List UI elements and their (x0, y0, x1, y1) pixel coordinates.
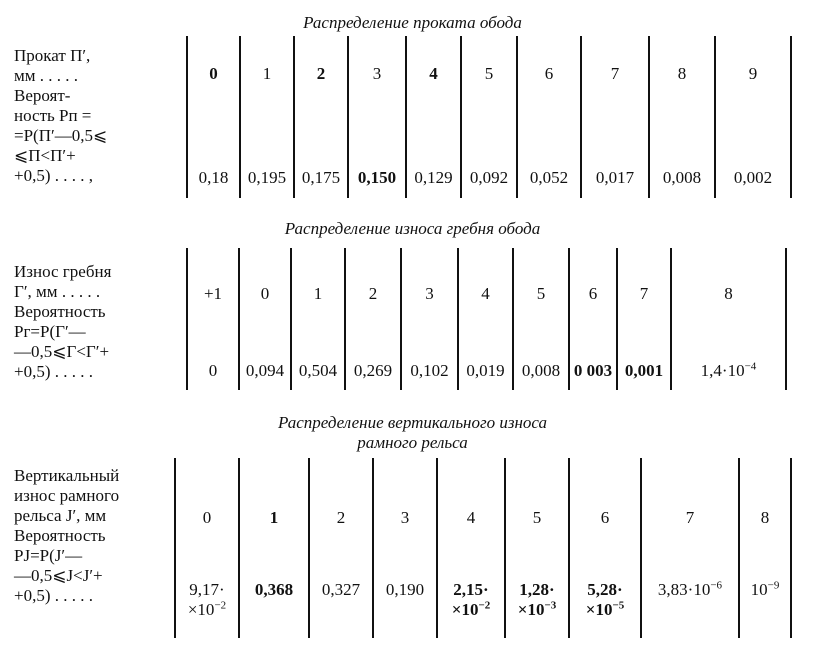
value-cell: 0 (209, 64, 218, 83)
desc-line: +0,5) . . . . . (14, 586, 93, 605)
power-of-ten: $\times 10^{-5}$ (585, 599, 625, 619)
exponent: −4 (744, 360, 757, 373)
probability-cell (438, 580, 504, 620)
value-cell: 4 (481, 284, 490, 303)
desc-line: ность Pп = (14, 106, 92, 125)
desc-line: +0,5) . . . . , (14, 166, 93, 185)
value-cell: 8 (724, 284, 733, 303)
mantissa: $3,83\cdot 10^{-6}$ (657, 579, 723, 599)
value-cell: 3 (400, 508, 410, 527)
probability-cell: 0 003 (573, 361, 613, 380)
mantissa: $10^{-9}$ (750, 579, 780, 599)
desc-line: PJ=P(J′— (14, 546, 83, 565)
mantissa: 5,28· (587, 580, 623, 599)
desc-line: Вертикальный (14, 466, 120, 485)
value-cell: 7 (610, 64, 620, 83)
table3-description (14, 466, 182, 606)
probability-cell: 0,504 (298, 361, 338, 380)
exponent: −6 (710, 579, 723, 592)
probability-cell (374, 580, 436, 600)
desc-line: —0,5⩽Г<Г′+ (14, 342, 110, 361)
probability-cell: $1,4\cdot 10^{-4}$ (700, 360, 757, 380)
value-cell: 0 (260, 284, 270, 303)
probability-cell (642, 580, 738, 600)
desc-line: Износ гребня (14, 262, 112, 281)
column-divider (785, 248, 787, 390)
mantissa: 0,368 (254, 580, 294, 599)
value-cell: 4 (429, 64, 438, 83)
desc-line: ⩽П<П′+ (14, 146, 76, 165)
probability-cell: 0,175 (301, 168, 341, 187)
mantissa: 0,190 (385, 580, 425, 599)
probability-cell: 0,094 (245, 361, 285, 380)
probability-cell: 0,150 (357, 168, 397, 187)
value-cell: 4 (466, 508, 476, 527)
probability-cell: 0,001 (624, 361, 664, 380)
desc-line: мм . . . . . (14, 66, 79, 85)
desc-line: Pг=P(Г′— (14, 322, 86, 341)
desc-line: износ рамного (14, 486, 120, 505)
mantissa: 9,17· (189, 580, 225, 599)
desc-line: —0,5⩽J<J′+ (14, 566, 103, 585)
value-cell: 7 (685, 508, 695, 527)
desc-line: Вероятность (14, 302, 106, 321)
exponent: −5 (612, 599, 625, 612)
probability-cell (176, 580, 238, 620)
value-cell: 7 (639, 284, 649, 303)
probability-cell (240, 580, 308, 600)
column-divider (790, 36, 792, 198)
probability-cell: 0,092 (469, 168, 509, 187)
exponent: −9 (767, 579, 780, 592)
probability-cell: 0,129 (414, 168, 453, 187)
desc-line: Г′, мм . . . . . (14, 282, 101, 301)
value-cell: 2 (316, 64, 326, 83)
value-cell: 6 (544, 64, 554, 83)
table1-title: Распределение проката обода (303, 13, 522, 32)
probability-cell (506, 580, 568, 620)
power-of-ten: $\times 10^{-3}$ (517, 599, 557, 619)
probability-cell: 0,019 (466, 361, 505, 380)
desc-line: рельса J′, мм (14, 506, 107, 525)
probability-cell (570, 580, 640, 620)
desc-line: Вероят- (14, 86, 71, 105)
column-divider (738, 458, 740, 638)
value-cell: +1 (203, 284, 223, 303)
exponent: −2 (478, 599, 491, 612)
value-cell: 1 (262, 64, 272, 83)
desc-line: Вероятность (14, 526, 106, 545)
probability-cell (310, 580, 372, 600)
mantissa: 2,15· (453, 580, 489, 599)
probability-cell: 0,008 (662, 168, 702, 187)
value-cell: 2 (336, 508, 346, 527)
probability-cell: 0,002 (733, 168, 773, 187)
value-cell: 6 (588, 284, 598, 303)
column-divider (238, 458, 240, 638)
value-cell: 1 (313, 284, 323, 303)
table3-title-line1: Распределение вертикального износа (277, 413, 548, 432)
column-divider (372, 458, 374, 638)
value-cell: 5 (536, 284, 546, 303)
value-cell: 3 (425, 284, 434, 303)
table2-title: Распределение износа гребня обода (284, 219, 541, 238)
value-cell: 1 (269, 508, 279, 527)
table3-title-line2: рамного рельса (357, 433, 468, 452)
mantissa: 0,327 (321, 580, 361, 599)
probability-cell: 0,18 (198, 168, 229, 187)
probability-cell (740, 580, 790, 600)
value-cell: 9 (748, 64, 758, 83)
exponent: −2 (214, 599, 227, 612)
column-divider (790, 458, 792, 638)
power-of-ten: $\times 10^{-2}$ (187, 599, 227, 619)
probability-cell: 0,102 (410, 361, 449, 380)
column-divider (308, 458, 310, 638)
probability-cell: 0,269 (353, 361, 393, 380)
value-cell: 5 (532, 508, 542, 527)
mantissa: 1,28· (519, 580, 555, 599)
desc-line: =P(П′—0,5⩽ (14, 126, 108, 145)
power-of-ten: $\times 10^{-2}$ (451, 599, 491, 619)
value-cell: 8 (760, 508, 770, 527)
value-cell: 3 (372, 64, 382, 83)
exponent: −3 (544, 599, 557, 612)
probability-cell: 0 (208, 361, 218, 380)
desc-line: Прокат П′, (14, 46, 91, 65)
column-divider (640, 458, 642, 638)
value-cell: 8 (677, 64, 687, 83)
value-cell: 6 (600, 508, 610, 527)
probability-cell: 0,008 (521, 361, 561, 380)
probability-cell: 0,052 (529, 168, 569, 187)
value-cell: 0 (202, 508, 212, 527)
probability-cell: 0,195 (247, 168, 287, 187)
probability-cell: 0,017 (595, 168, 635, 187)
table2-description (14, 262, 182, 382)
desc-line: +0,5) . . . . . (14, 362, 93, 381)
table1-description (14, 46, 182, 186)
value-cell: 2 (368, 284, 378, 303)
value-cell: 5 (484, 64, 494, 83)
